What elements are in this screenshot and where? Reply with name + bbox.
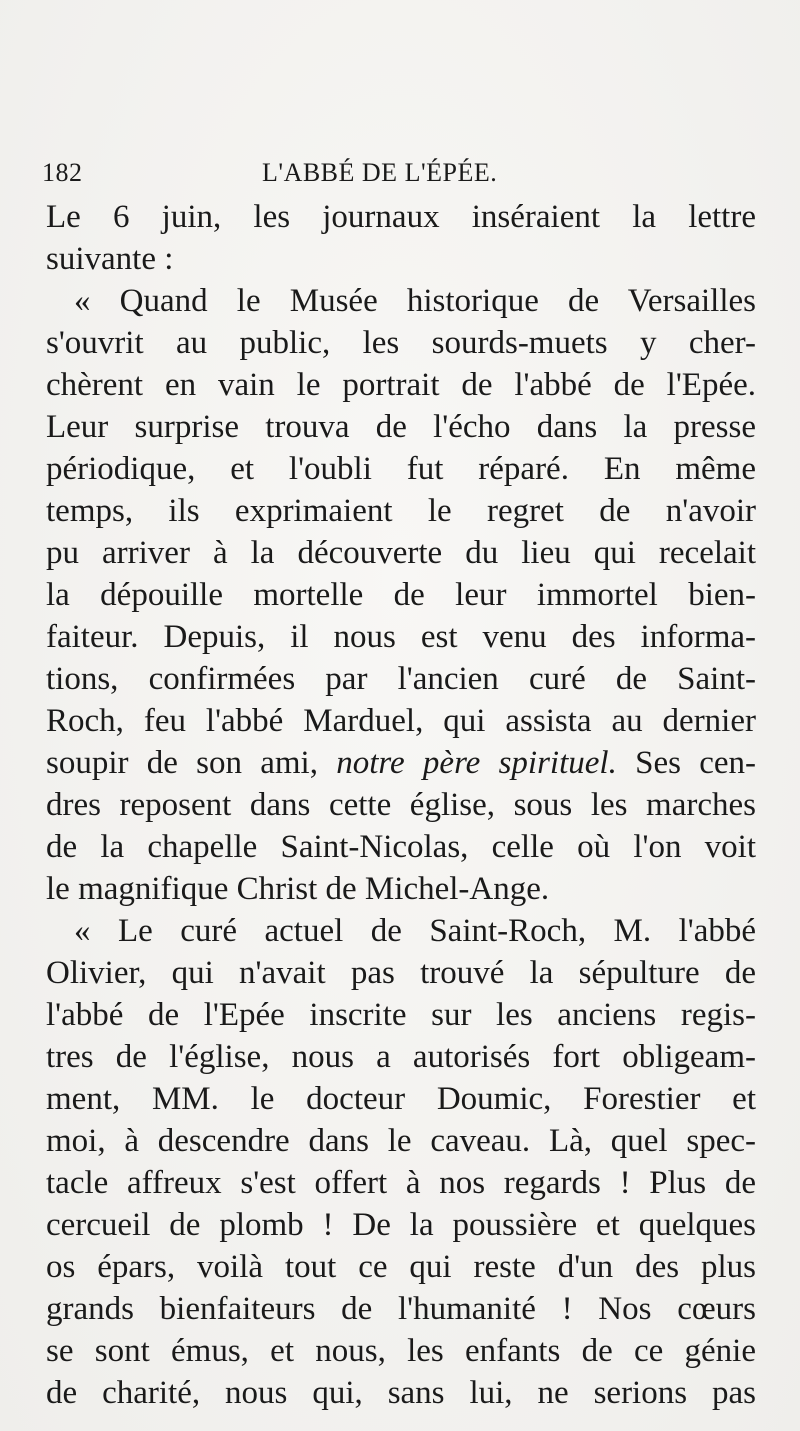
text-line: tions, confirmées par l'ancien curé de Saint-: [46, 661, 756, 697]
text-line: de charité, nous qui, sans lui, ne serions pas: [46, 1375, 756, 1411]
text-line: Roch, feu l'abbé Marduel, qui assista au dernier: [46, 703, 756, 739]
page-header: [42, 158, 754, 192]
running-title: L'ABBÉ DE L'ÉPÉE.: [262, 158, 498, 187]
text-line: grands bienfaiteurs de l'humanité ! Nos cœurs: [46, 1291, 756, 1327]
text-line: moi, à descendre dans le caveau. Là, quel spec-: [46, 1123, 756, 1159]
text-line: Olivier, qui n'avait pas trouvé la sépulture de: [46, 955, 756, 991]
text-line: ment, MM. le docteur Doumic, Forestier et: [46, 1081, 756, 1117]
text-line: de la chapelle Saint-Nicolas, celle où l'on voit: [46, 829, 756, 865]
text-line: périodique, et l'oubli fut réparé. En même: [46, 451, 756, 487]
page-number: 182: [42, 158, 83, 187]
text-line: tres de l'église, nous a autorisés fort obligeam-: [46, 1039, 756, 1075]
text-line: dres reposent dans cette église, sous les marches: [46, 787, 756, 823]
text-line: Le 6 juin, les journaux inséraient la lettre: [46, 199, 756, 235]
text-line: s'ouvrit au public, les sourds-muets y cher-: [46, 325, 756, 361]
text-line: cercueil de plomb ! De la poussière et quelques: [46, 1207, 756, 1243]
text-line: chèrent en vain le portrait de l'abbé de l'Epée.: [46, 367, 756, 403]
text-line: Leur surprise trouva de l'écho dans la presse: [46, 409, 756, 445]
text-line: se sont émus, et nous, les enfants de ce génie: [46, 1333, 756, 1369]
text-line: faiteur. Depuis, il nous est venu des informa-: [46, 619, 756, 655]
body-text: [46, 196, 756, 1414]
text-line: os épars, voilà tout ce qui reste d'un des plus: [46, 1249, 756, 1285]
text-line: temps, ils exprimaient le regret de n'avoir: [46, 493, 756, 529]
text-line: l'abbé de l'Epée inscrite sur les anciens regis-: [46, 997, 756, 1033]
text-line: la dépouille mortelle de leur immortel bien-: [46, 577, 756, 613]
text-line: pu arriver à la découverte du lieu qui recelait: [46, 535, 756, 571]
text-line: tacle affreux s'est offert à nos regards ! Plus de: [46, 1165, 756, 1201]
text-line: le magnifique Christ de Michel-Ange.: [46, 871, 550, 907]
text-line: suivante :: [46, 241, 174, 277]
italic-phrase: notre père spirituel.: [336, 745, 617, 781]
text-line: « Le curé actuel de Saint-Roch, M. l'abbé: [74, 913, 756, 949]
text-line: « Quand le Musée historique de Versailles: [74, 283, 756, 319]
text-segment: Ses cen-: [616, 745, 756, 781]
text-line: [46, 742, 756, 784]
text-segment: soupir de son ami,: [46, 745, 337, 781]
